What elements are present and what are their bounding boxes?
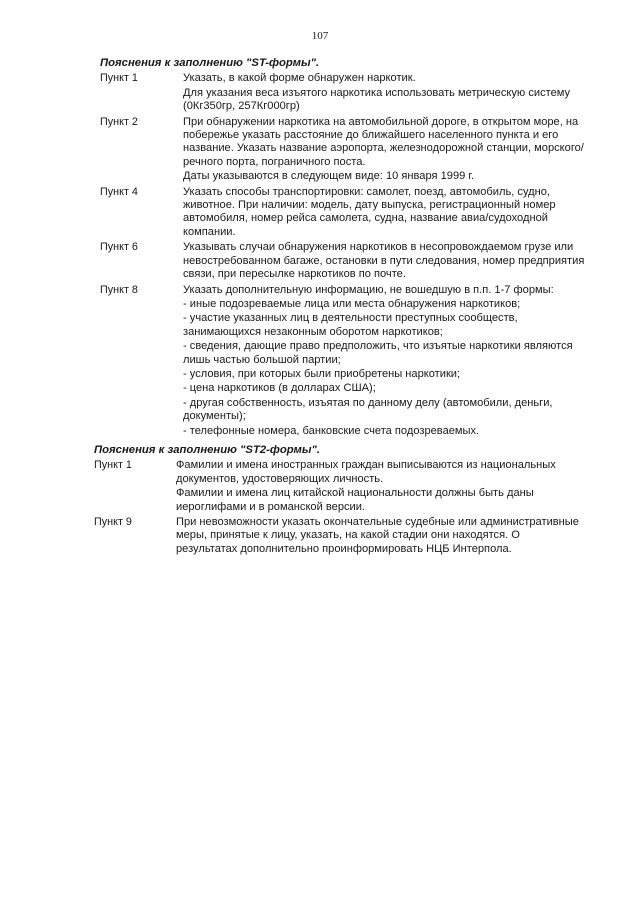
item-paragraph: Фамилии и имена иностранных граждан выписываются из национальных документов, удостоверяющих личность. — [176, 459, 556, 485]
item-body — [183, 116, 590, 184]
list-item — [100, 241, 590, 281]
item-label: Пункт 9 — [94, 516, 132, 529]
page-number: 107 — [311, 30, 329, 42]
item-paragraph: - условия, при которых были приобретены наркотики; — [183, 367, 461, 380]
item-paragraph: - другая собственность, изъятая по данному делу (автомобили, деньги, документы); — [183, 396, 553, 423]
item-paragraph: Фамилии и имена лиц китайской национальности должны быть даны иероглифами и в романской версии. — [176, 487, 534, 513]
item-body — [183, 241, 590, 281]
list-item — [100, 72, 590, 113]
item-paragraph: - телефонные номера, банковские счета подозреваемых. — [183, 424, 480, 437]
item-label: Пункт 2 — [100, 115, 138, 128]
section-heading: Пояснения к заполнению "ST2-формы". — [94, 444, 321, 456]
list-item — [94, 516, 584, 556]
item-paragraph: Даты указываются в следующем виде: 10 января 1999 г. — [183, 170, 475, 183]
item-body — [176, 516, 584, 556]
item-label: Пункт 6 — [100, 241, 138, 254]
item-paragraph: Указывать случаи обнаружения наркотиков в несопровождаемом грузе или невостребованном багаже, остановки в пути следования, номер предприятия связи, при пересылке наркотиков по почте. — [183, 241, 585, 281]
item-paragraph: - цена наркотиков (в долларах США); — [183, 382, 376, 395]
item-body — [183, 284, 590, 438]
item-paragraph: Указать дополнительную информацию, не вошедшую в п.п. 1-7 формы: — [183, 283, 554, 296]
list-item — [100, 284, 590, 438]
item-paragraph: - сведения, дающие право предположить, что изъятые наркотики являются лишь частью большой партии; — [183, 340, 573, 366]
st-form-section — [100, 57, 590, 438]
item-body — [183, 186, 590, 240]
section-heading: Пояснения к заполнению "ST-формы". — [100, 57, 320, 69]
item-label: Пункт 1 — [100, 72, 138, 85]
item-paragraph: - участие указанных лиц в деятельности преступных сообществ, занимающихся незаконным оборотом наркотиков; — [183, 312, 518, 338]
item-paragraph: Указать, в какой форме обнаружен наркотик. — [183, 72, 416, 85]
item-paragraph: Для указания веса изъятого наркотика использовать метрическую систему (0Кг350гр, 257Кг000гр) — [183, 86, 571, 113]
item-paragraph: При обнаружении наркотика на автомобильной дороге, в открытом море, на побережье указать расстояние до ближайшего населенного пункта и его название. Указать название аэропорта, железнодорожной станции, морского/речного порта, пограничного поста. — [183, 115, 584, 168]
item-paragraph: При невозможности указать окончательные судебные или административные меры, принятые к лицу, указать, на какой стадии они находятся. О результатах дополнительно проинформировать НЦБ Интерпола. — [176, 516, 579, 555]
list-item — [100, 116, 590, 184]
st2-form-section — [94, 444, 584, 556]
item-paragraph: - иные подозреваемые лица или места обнаружения наркотиков; — [183, 297, 521, 310]
item-paragraph: Указать способы транспортировки: самолет, поезд, автомобиль, судно, животное. При наличии: модель, дату выпуска, регистрационный номер автомобиля, номер рейса самолета, судна, название авиа/судоходной компании. — [183, 185, 556, 238]
item-body — [176, 459, 584, 514]
list-item — [94, 459, 584, 514]
item-label: Пункт 4 — [100, 185, 138, 198]
item-label: Пункт 8 — [100, 283, 138, 296]
item-body — [183, 72, 590, 113]
list-item — [100, 186, 590, 240]
item-label: Пункт 1 — [94, 459, 132, 472]
